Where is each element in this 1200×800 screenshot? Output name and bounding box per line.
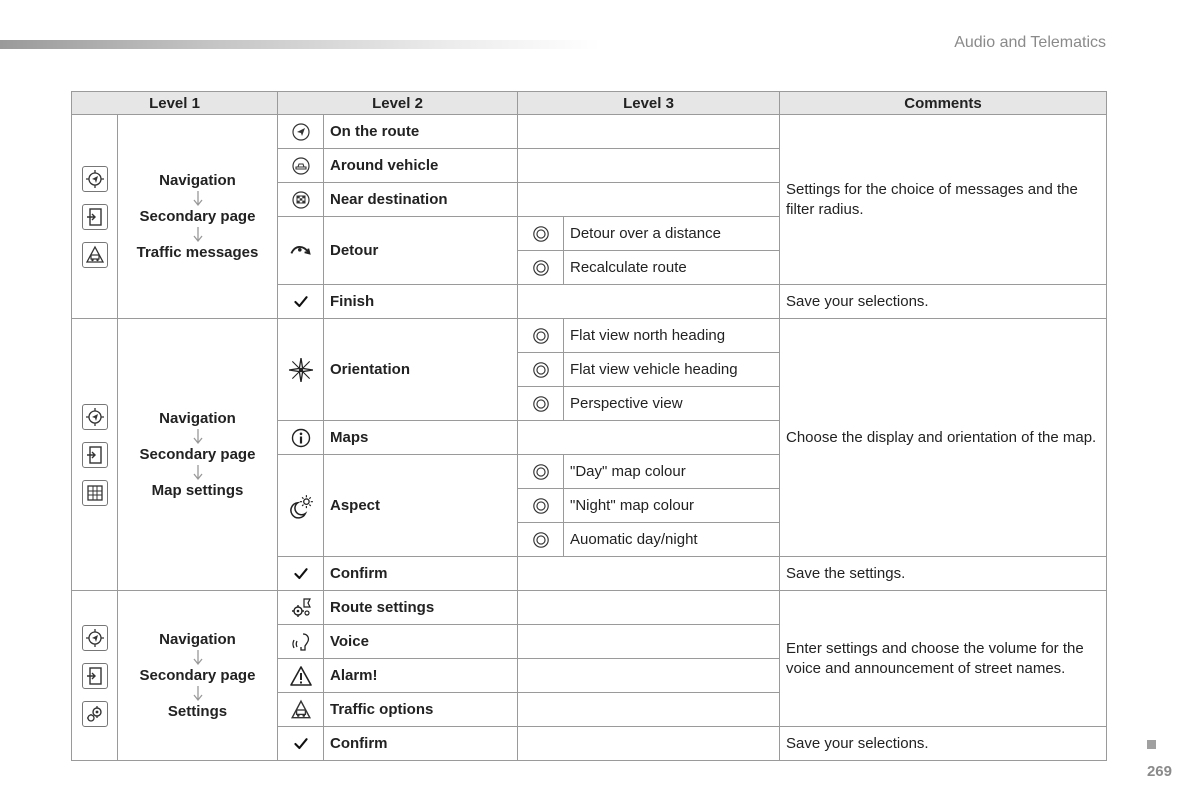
- level3-flat-vehicle: Flat view vehicle heading: [564, 353, 780, 387]
- level3-detour-distance: Detour over a distance: [564, 217, 780, 251]
- secondary-page-icon: [82, 204, 108, 230]
- comment-save-selections: Save your selections.: [780, 285, 1107, 319]
- level3-empty: [518, 285, 780, 319]
- level3-empty: [518, 591, 780, 625]
- compass-rose-icon: [278, 319, 324, 421]
- level2-aspect: Aspect: [324, 455, 518, 557]
- radio-option-icon: [518, 523, 564, 557]
- level2-on-the-route: On the route: [324, 115, 518, 149]
- comment-save-settings: Save the settings.: [780, 557, 1107, 591]
- level1-navigation-label: Navigation: [159, 171, 236, 189]
- level1-path: [118, 115, 278, 319]
- column-header-level2: Level 2: [278, 92, 518, 115]
- level1-map-settings-label: Map settings: [151, 481, 244, 499]
- level2-detour: Detour: [324, 217, 518, 285]
- section-title: Audio and Telematics: [954, 34, 1106, 51]
- level3-empty: [518, 421, 780, 455]
- level3-empty: [518, 183, 780, 217]
- secondary-page-icon: [82, 442, 108, 468]
- level3-empty: [518, 659, 780, 693]
- radio-option-icon: [518, 387, 564, 421]
- comment-voice-settings: Enter settings and choose the volume for the voice and announcement of street names.: [780, 591, 1107, 727]
- level3-empty: [518, 557, 780, 591]
- header-gradient-bar: [0, 40, 600, 49]
- level1-path: [118, 319, 278, 591]
- route-icon: [278, 115, 324, 149]
- checkmark-icon: [278, 557, 324, 591]
- navigation-icon: [82, 625, 108, 651]
- radio-option-icon: [518, 455, 564, 489]
- warning-triangle-icon: [278, 659, 324, 693]
- level1-secondary-page-label: Secondary page: [139, 445, 256, 463]
- comment-map-display: Choose the display and orientation of the map.: [780, 319, 1107, 557]
- traffic-messages-icon: [82, 242, 108, 268]
- radio-option-icon: [518, 251, 564, 285]
- navigation-icon: [82, 166, 108, 192]
- level1-icons: [72, 115, 118, 319]
- level2-around-vehicle: Around vehicle: [324, 149, 518, 183]
- radio-option-icon: [518, 489, 564, 523]
- column-header-level3: Level 3: [518, 92, 780, 115]
- map-settings-icon: [82, 480, 108, 506]
- level2-traffic-options: Traffic options: [324, 693, 518, 727]
- level3-recalculate-route: Recalculate route: [564, 251, 780, 285]
- arrow-down-icon: [193, 429, 203, 445]
- level1-settings-label: Settings: [167, 702, 228, 720]
- arrow-down-icon: [193, 650, 203, 666]
- table-row: [72, 319, 1107, 353]
- level1-icons: [72, 319, 118, 591]
- navigation-icon: [82, 404, 108, 430]
- arrow-down-icon: [193, 191, 203, 207]
- level2-voice: Voice: [324, 625, 518, 659]
- settings-gears-icon: [82, 701, 108, 727]
- level2-alarm: Alarm!: [324, 659, 518, 693]
- level1-secondary-page-label: Secondary page: [139, 207, 256, 225]
- level1-path: [118, 591, 278, 761]
- table-row: [72, 115, 1107, 149]
- level3-empty: [518, 625, 780, 659]
- radio-option-icon: [518, 353, 564, 387]
- level3-empty: [518, 149, 780, 183]
- level1-traffic-messages-label: Traffic messages: [136, 243, 259, 261]
- level1-secondary-page-label: Secondary page: [139, 666, 256, 684]
- day-night-icon: [278, 455, 324, 557]
- arrow-down-icon: [193, 227, 203, 243]
- level3-day-colour: "Day" map colour: [564, 455, 780, 489]
- level2-orientation: Orientation: [324, 319, 518, 421]
- vehicle-icon: [278, 149, 324, 183]
- detour-icon: [278, 217, 324, 285]
- level1-navigation-label: Navigation: [159, 409, 236, 427]
- radio-option-icon: [518, 217, 564, 251]
- level3-night-colour: "Night" map colour: [564, 489, 780, 523]
- arrow-down-icon: [193, 465, 203, 481]
- level2-confirm: Confirm: [324, 727, 518, 761]
- level3-auto-day-night: Auomatic day/night: [564, 523, 780, 557]
- radio-option-icon: [518, 319, 564, 353]
- level2-route-settings: Route settings: [324, 591, 518, 625]
- level3-empty: [518, 115, 780, 149]
- level1-icons: [72, 591, 118, 761]
- column-header-comments: Comments: [780, 92, 1107, 115]
- column-header-level1: Level 1: [72, 92, 278, 115]
- level2-maps: Maps: [324, 421, 518, 455]
- level2-confirm: Confirm: [324, 557, 518, 591]
- traffic-icon: [278, 693, 324, 727]
- destination-flag-icon: [278, 183, 324, 217]
- table-header-row: [72, 92, 1107, 115]
- comment-save-selections: Save your selections.: [780, 727, 1107, 761]
- secondary-page-icon: [82, 663, 108, 689]
- level3-perspective: Perspective view: [564, 387, 780, 421]
- page-number: 269: [1146, 763, 1172, 780]
- level3-empty: [518, 727, 780, 761]
- level2-finish: Finish: [324, 285, 518, 319]
- voice-icon: [278, 625, 324, 659]
- checkmark-icon: [278, 727, 324, 761]
- level2-near-destination: Near destination: [324, 183, 518, 217]
- info-icon: [278, 421, 324, 455]
- table-row: [72, 591, 1107, 625]
- level3-empty: [518, 693, 780, 727]
- menu-structure-table: [71, 91, 1107, 761]
- checkmark-icon: [278, 285, 324, 319]
- route-settings-icon: [278, 591, 324, 625]
- level3-flat-north: Flat view north heading: [564, 319, 780, 353]
- level1-navigation-label: Navigation: [159, 630, 236, 648]
- page-marker: [1147, 740, 1156, 749]
- comment-filter-settings: Settings for the choice of messages and the filter radius.: [780, 115, 1107, 285]
- arrow-down-icon: [193, 686, 203, 702]
